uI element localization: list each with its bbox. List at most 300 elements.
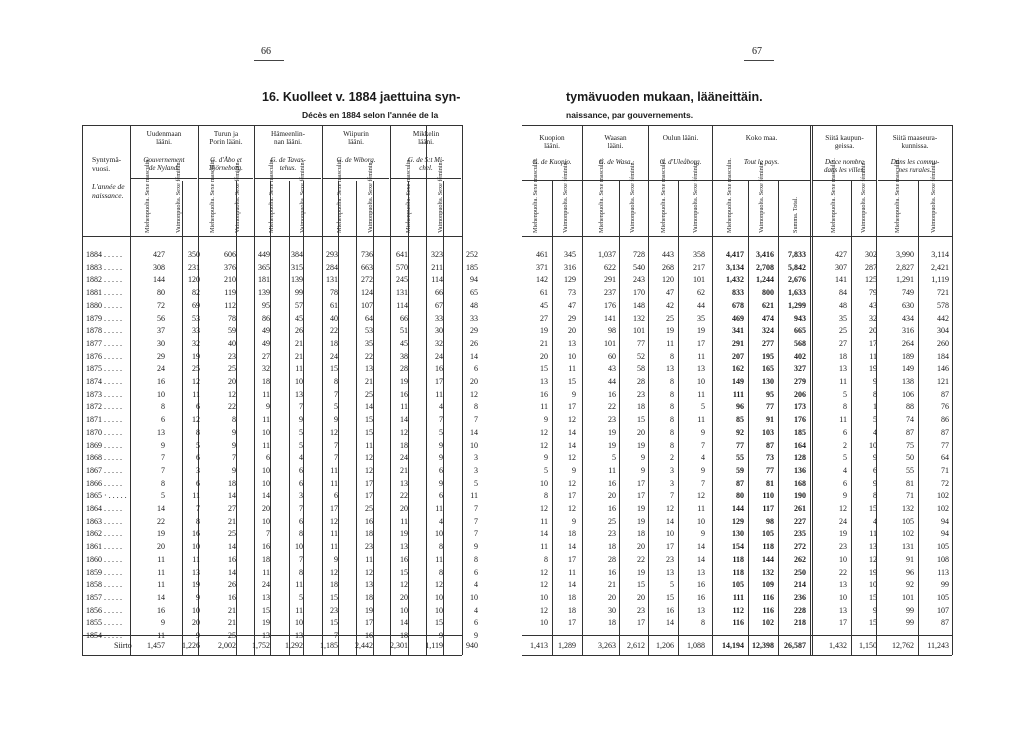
year-label: 1861 . . . . .	[86, 542, 122, 552]
district-name-fr: Dans les commu-	[890, 158, 940, 166]
table-cell: 35	[839, 313, 847, 323]
table-cell: 833	[732, 288, 744, 298]
table-cell: 663	[361, 262, 373, 272]
table-cell: 13	[697, 567, 705, 577]
table-cell: 10	[295, 542, 303, 552]
table-cell: 110	[762, 491, 774, 501]
table-cell: 144	[153, 275, 165, 285]
table-cell: 7	[334, 631, 338, 640]
table-cell: 87	[941, 427, 949, 437]
table-cell: 136	[794, 465, 806, 475]
year-label: 1866 . . . . .	[86, 478, 122, 488]
table-cell: 9	[439, 631, 443, 640]
table-cell: 293	[326, 250, 338, 259]
table-cell: 25	[228, 364, 236, 374]
table-cell: 277	[762, 338, 774, 348]
table-cell: 35	[365, 338, 373, 348]
table-cell: 59	[736, 465, 744, 475]
table-cell: 103	[762, 427, 774, 437]
table-cell: 22	[228, 402, 236, 412]
table-cell: 6	[299, 465, 303, 475]
table-cell: 540	[633, 262, 645, 272]
table-cell: 4	[439, 402, 443, 412]
table-cell: 22	[157, 516, 165, 526]
year-label: 1865 · . . . . .	[86, 491, 127, 501]
table-cell: 20	[869, 326, 877, 336]
year-label: 1881 . . . . .	[86, 288, 122, 298]
table-cell: 15	[637, 580, 645, 590]
table-cell: 11	[869, 529, 877, 539]
table-cell: 102	[902, 529, 914, 539]
total-cell: 2,442	[355, 641, 373, 650]
year-label: 1876 . . . . .	[86, 351, 122, 361]
table-cell: 13	[295, 389, 303, 399]
table-cell: 10	[262, 478, 270, 488]
table-cell: 728	[633, 250, 645, 259]
table-cell: 10	[262, 516, 270, 526]
district-name-2: lääni.	[607, 142, 624, 150]
district-name-fr-2: tehus.	[279, 164, 297, 172]
table-cell: 14	[400, 415, 408, 425]
table-cell: 237	[604, 288, 616, 298]
table-cell: 5	[474, 478, 478, 488]
table-cell: 9	[474, 631, 478, 640]
table-cell: 341	[732, 326, 744, 336]
table-cell: 7	[701, 478, 705, 488]
bottom-rule	[82, 655, 462, 656]
table-cell: 4	[873, 516, 877, 526]
table-cell: 678	[732, 300, 744, 310]
table-cell: 144	[762, 554, 774, 564]
table-cell: 9	[232, 440, 236, 450]
table-cell: 47	[666, 288, 674, 298]
table-cell: 21	[228, 605, 236, 615]
table-cell: 207	[732, 351, 744, 361]
table-cell: 11	[330, 465, 338, 475]
table-cell: 365	[258, 262, 270, 272]
table-cell: 1,299	[788, 300, 806, 310]
table-cell: 427	[835, 250, 847, 259]
table-cell: 94	[941, 516, 949, 526]
table-cell: 11	[365, 554, 373, 564]
table-cell: 15	[330, 618, 338, 628]
table-cell: 92	[906, 580, 914, 590]
table-cell: 173	[794, 402, 806, 412]
table-cell: 8	[670, 389, 674, 399]
table-cell: 943	[794, 313, 806, 323]
table-cell: 4	[843, 465, 847, 475]
table-cell: 268	[662, 262, 674, 272]
table-cell: 57	[295, 300, 303, 310]
table-subtitle-continued: naissance, par gouvernements.	[566, 110, 694, 120]
district-name: Siitä kaupun-	[825, 134, 864, 142]
table-cell: 47	[568, 300, 576, 310]
table-cell: 53	[365, 326, 373, 336]
table-cell: 112	[224, 300, 236, 310]
table-cell: 264	[902, 338, 914, 348]
column-divider	[270, 181, 271, 655]
female-col-label: Vaimonpuolta. Sexe féminin.	[174, 160, 182, 233]
male-col-label: Miehenpuolta. Sexe masculin.	[267, 158, 275, 233]
table-cell: 55	[736, 453, 744, 463]
table-cell: 18	[365, 592, 373, 602]
table-cell: 13	[157, 427, 165, 437]
table-cell: 4,417	[726, 250, 744, 259]
total-cell: 11,243	[927, 641, 949, 650]
table-cell: 82	[192, 288, 200, 298]
table-cell: 9	[873, 605, 877, 615]
table-cell: 27	[262, 351, 270, 361]
table-cell: 149	[732, 377, 744, 386]
table-cell: 11	[540, 542, 548, 552]
table-cell: 49	[262, 338, 270, 348]
table-cell: 77	[941, 440, 949, 450]
year-label: 1864 . . . . .	[86, 504, 122, 513]
table-cell: 91	[906, 554, 914, 564]
table-cell: 21	[295, 351, 303, 361]
table-cell: 8	[232, 415, 236, 425]
table-cell: 18	[568, 605, 576, 615]
table-cell: 76	[941, 402, 949, 412]
table-cell: 8	[196, 427, 200, 437]
table-cell: 96	[906, 567, 914, 577]
column-divider	[443, 181, 444, 655]
table-cell: 1,244	[756, 275, 774, 285]
table-cell: 3,134	[726, 262, 744, 272]
table-cell: 9	[196, 592, 200, 602]
table-cell: 101	[633, 326, 645, 336]
table-cell: 94	[941, 529, 949, 539]
group-subrule	[131, 178, 197, 179]
table-cell: 88	[906, 402, 914, 412]
table-cell: 8	[670, 415, 674, 425]
table-cell: 16	[666, 605, 674, 615]
table-cell: 45	[295, 313, 303, 323]
table-cell: 20	[192, 618, 200, 628]
table-cell: 214	[794, 580, 806, 590]
table-cell: 44	[608, 377, 616, 386]
year-label: 1863 . . . . .	[86, 516, 122, 526]
table-cell: 105	[762, 529, 774, 539]
table-cell: 73	[568, 288, 576, 298]
table-cell: 12	[365, 465, 373, 475]
table-cell: 11	[330, 542, 338, 552]
table-cell: 8	[161, 478, 165, 488]
table-cell: 5	[196, 440, 200, 450]
table-cell: 24	[435, 351, 443, 361]
table-cell: 32	[869, 313, 877, 323]
table-cell: 9	[232, 465, 236, 475]
table-cell: 25	[192, 364, 200, 374]
table-cell: 291	[604, 275, 616, 285]
table-cell: 7	[334, 440, 338, 450]
table-cell: 10	[435, 605, 443, 615]
year-label: 1879 . . . . .	[86, 313, 122, 323]
district-name-fr: G. de Wiborg.	[336, 156, 376, 164]
female-col-label: Vaimonpuolta. Sexe féminin.	[298, 160, 306, 233]
table-cell: 16	[157, 377, 165, 386]
table-cell: 13	[192, 567, 200, 577]
table-cell: 7	[299, 504, 303, 513]
table-cell: 19	[608, 427, 616, 437]
column-divider	[338, 181, 339, 655]
table-cell: 45	[400, 338, 408, 348]
column-divider	[373, 181, 374, 655]
table-cell: 14	[568, 542, 576, 552]
table-cell: 99	[906, 618, 914, 628]
table-cell: 32	[262, 364, 270, 374]
table-cell: 117	[762, 504, 774, 513]
table-cell: 14	[697, 542, 705, 552]
table-cell: 144	[732, 504, 744, 513]
table-cell: 4	[474, 580, 478, 590]
table-cell: 665	[794, 326, 806, 336]
group-subrule	[323, 178, 389, 179]
table-cell: 11	[400, 402, 408, 412]
header-bottom-rule	[82, 236, 462, 237]
table-cell: 20	[637, 592, 645, 602]
table-cell: 16	[157, 605, 165, 615]
table-cell: 43	[869, 300, 877, 310]
table-cell: 26	[470, 338, 478, 348]
table-cell: 17	[365, 478, 373, 488]
table-cell: 118	[732, 567, 744, 577]
year-label: 1871 . . . . .	[86, 415, 122, 425]
table-cell: 23	[330, 605, 338, 615]
table-cell: 17	[568, 491, 576, 501]
table-cell: 19	[697, 326, 705, 336]
table-cell: 18	[839, 351, 847, 361]
table-cell: 23	[608, 529, 616, 539]
total-cell: 2,301	[390, 641, 408, 650]
table-cell: 51	[400, 326, 408, 336]
table-cell: 5	[873, 415, 877, 425]
table-cell: 469	[732, 313, 744, 323]
table-cell: 77	[637, 338, 645, 348]
table-cell: 13	[262, 631, 270, 640]
table-cell: 18	[228, 478, 236, 488]
table-cell: 21	[608, 580, 616, 590]
year-label: 1862 . . . . .	[86, 529, 122, 539]
total-col-label: Summa. Total.	[792, 196, 799, 233]
table-cell: 8	[474, 402, 478, 412]
table-cell: 13	[400, 542, 408, 552]
district-name-fr-2: chel.	[419, 164, 433, 172]
table-cell: 442	[937, 313, 949, 323]
table-cell: 402	[794, 351, 806, 361]
district-name-2: lääni.	[156, 138, 172, 146]
table-cell: 22	[400, 491, 408, 501]
table-title: 16. Kuolleet v. 1884 jaettuina syn-	[262, 90, 461, 104]
table-cell: 449	[258, 250, 270, 259]
table-cell: 132	[902, 504, 914, 513]
table-cell: 15	[330, 364, 338, 374]
table-cell: 95	[262, 300, 270, 310]
table-cell: 15	[365, 427, 373, 437]
table-cell: 11	[608, 465, 616, 475]
table-cell: 16	[228, 554, 236, 564]
table-cell: 474	[762, 313, 774, 323]
table-cell: 21	[540, 338, 548, 348]
table-cell: 13	[666, 567, 674, 577]
table-cell: 206	[794, 389, 806, 399]
table-cell: 18	[568, 529, 576, 539]
table-cell: 18	[400, 440, 408, 450]
table-cell: 16	[228, 592, 236, 602]
table-cell: 14	[568, 580, 576, 590]
table-cell: 20	[262, 504, 270, 513]
table-cell: 16	[365, 516, 373, 526]
table-cell: 16	[697, 592, 705, 602]
table-cell: 22	[365, 351, 373, 361]
district-name-fr: Gouvernement	[143, 156, 185, 164]
table-cell: 91	[766, 415, 774, 425]
table-cell: 11	[839, 415, 847, 425]
male-col-label: Miehenpuolta. Sexe masculin.	[894, 158, 901, 233]
table-cell: 12	[330, 567, 338, 577]
year-label: 1880 . . . . .	[86, 300, 122, 310]
table-cell: 24	[157, 364, 165, 374]
table-cell: 24	[839, 516, 847, 526]
female-col-label: Vaimonpuolta. Sexe féminin.	[562, 160, 569, 233]
bottom-rule	[522, 655, 952, 656]
table-cell: 130	[762, 377, 774, 386]
table-cell: 87	[766, 440, 774, 450]
total-cell: 1,088	[687, 641, 705, 650]
table-cell: 11	[869, 351, 877, 361]
year-label: 1882 . . . . .	[86, 275, 122, 285]
table-cell: 15	[869, 504, 877, 513]
table-cell: 21	[365, 377, 373, 386]
table-cell: 350	[188, 250, 200, 259]
year-label: 1874 . . . . .	[86, 377, 122, 386]
table-cell: 10	[400, 605, 408, 615]
table-cell: 11	[365, 440, 373, 450]
table-cell: 87	[941, 389, 949, 399]
table-cell: 9	[439, 478, 443, 488]
table-cell: 106	[902, 389, 914, 399]
table-cell: 9	[474, 542, 478, 552]
table-cell: 7	[196, 504, 200, 513]
table-cell: 12	[400, 580, 408, 590]
group-subrule	[878, 180, 952, 181]
table-cell: 6	[474, 364, 478, 374]
table-cell: 14	[228, 567, 236, 577]
table-cell: 1,633	[788, 288, 806, 298]
table-cell: 102	[762, 618, 774, 628]
table-cell: 12	[400, 427, 408, 437]
table-cell: 800	[762, 288, 774, 298]
table-cell: 29	[568, 313, 576, 323]
table-cell: 32	[435, 338, 443, 348]
table-cell: 8	[544, 554, 548, 564]
table-cell: 10	[540, 592, 548, 602]
table-cell: 10	[435, 592, 443, 602]
table-cell: 66	[435, 288, 443, 298]
table-cell: 17	[637, 478, 645, 488]
table-cell: 9	[701, 529, 705, 539]
table-cell: 12	[697, 491, 705, 501]
total-cell: 3,263	[598, 641, 616, 650]
table-cell: 2,708	[756, 262, 774, 272]
table-cell: 7	[474, 529, 478, 539]
table-cell: 4	[299, 453, 303, 463]
table-cell: 17	[435, 377, 443, 386]
table-cell: 6	[196, 402, 200, 412]
table-cell: 10	[839, 592, 847, 602]
table-cell: 17	[330, 504, 338, 513]
year-label: 1856 . . . . .	[86, 605, 122, 615]
table-cell: 28	[608, 554, 616, 564]
table-cell: 121	[937, 377, 949, 386]
table-cell: 65	[470, 288, 478, 298]
table-cell: 15	[637, 415, 645, 425]
table-cell: 5	[701, 402, 705, 412]
table-cell: 18	[400, 631, 408, 640]
table-cell: 324	[762, 326, 774, 336]
district-name: Kuopion	[539, 134, 565, 142]
table-cell: 606	[224, 250, 236, 259]
table-cell: 10	[869, 580, 877, 590]
table-cell: 3	[474, 453, 478, 463]
table-cell: 4	[474, 605, 478, 615]
table-cell: 12	[568, 478, 576, 488]
table-cell: 10	[869, 440, 877, 450]
table-cell: 20	[540, 351, 548, 361]
table-cell: 29	[470, 326, 478, 336]
table-cell: 61	[330, 300, 338, 310]
table-cell: 107	[937, 605, 949, 615]
table-cell: 112	[732, 605, 744, 615]
table-cell: 132	[762, 567, 774, 577]
table-cell: 16	[192, 529, 200, 539]
table-cell: 79	[869, 288, 877, 298]
table-cell: 8	[873, 389, 877, 399]
table-cell: 11	[435, 554, 443, 564]
year-label: 1857 . . . . .	[86, 592, 122, 602]
table-cell: 19	[839, 529, 847, 539]
table-cell: 86	[941, 415, 949, 425]
table-cell: 12	[365, 567, 373, 577]
table-cell: 33	[435, 313, 443, 323]
total-cell: 2,002	[218, 641, 236, 650]
total-cell: 1,150	[859, 641, 877, 650]
table-cell: 291	[732, 338, 744, 348]
table-cell: 6	[474, 618, 478, 628]
table-cell: 18	[568, 592, 576, 602]
male-col-label: Miehenpuolta. Sexe masculin.	[830, 158, 837, 233]
table-cell: 3	[670, 478, 674, 488]
table-cell: 10	[666, 529, 674, 539]
table-cell: 8	[670, 351, 674, 361]
table-cell: 11	[697, 415, 705, 425]
total-cell: 1,119	[425, 641, 443, 650]
table-cell: 245	[396, 275, 408, 285]
table-cell: 427	[153, 250, 165, 259]
table-cell: 8	[439, 567, 443, 577]
district-name-2: kunnissa.	[901, 142, 929, 150]
table-cell: 129	[732, 516, 744, 526]
year-label: 1877 . . . . .	[86, 338, 122, 348]
table-cell: 736	[361, 250, 373, 259]
table-cell: 236	[794, 592, 806, 602]
column-divider	[712, 125, 713, 655]
table-cell: 622	[604, 262, 616, 272]
table-cell: 1,119	[931, 275, 949, 285]
table-cell: 15	[435, 618, 443, 628]
table-cell: 4	[701, 453, 705, 463]
table-cell: 15	[330, 592, 338, 602]
